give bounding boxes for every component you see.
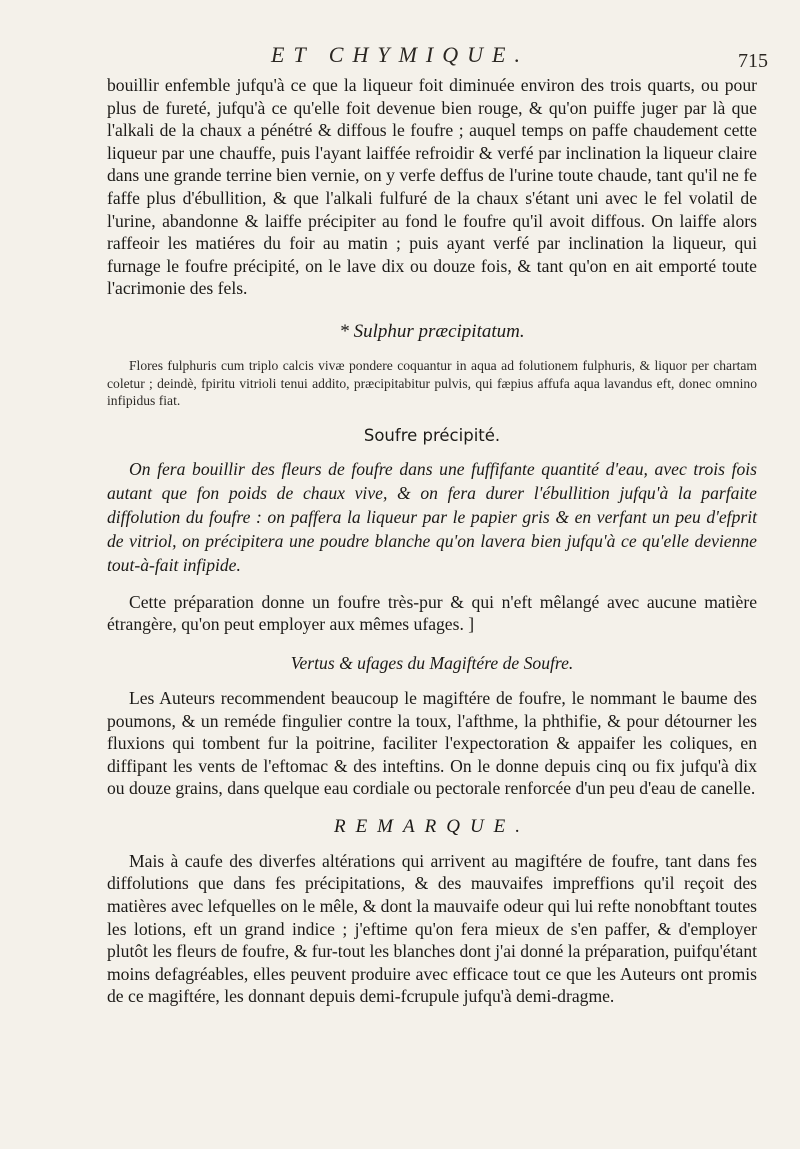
virtues-paragraph: Les Auteurs recommendent beaucoup le magiftére de foufre, le nommant le baume des poumons, & un reméde fingulier contre la toux, l'afthme, la phthifie, & pour détourner les fluxions qui tombent fur la poitrine, faciliter l'expectoration & appaifer les coliques, en diffipant les vents de l'eftomac & des inteftins. On le donne depuis cinq ou fix jufqu'à dix ou douze grains, dans quelque eau cordiale ou pectorale renforcée d'un peu d'eau de canelle. (107, 687, 757, 799)
latin-recipe-text: Flores fulphuris cum triplo calcis vivæ pondere coquantur in aqua ad folutionem fulphuris, & liquor per chartam coletur ; deindè, fpiritu vitrioli tenui addito, præcipitabitur pulvis, qui fæpius affufa aqua lavandus eft, donec omnino infipidus fiat. (107, 357, 757, 409)
remarque-paragraph: Mais à caufe des diverfes altérations qui arrivent au magiftére de foufre, tant dans fes diffolutions que dans fes précipitations, & des mauvaifes impreffions qu'il reçoit des matières avec lefquelles on le mêle, & dont la mauvaife odeur qui lui refte nonobftant toutes les lotions, eft un grand indice ; j'eftime qu'on fera mieux de s'en paffer, & d'employer plutôt les fleurs de foufre, & fur-tout les blanches dont j'ai donné la préparation, puifqu'étant moins defagréables, elles peuvent produire avec efficace tout ce que les Auteurs ont promis de ce magiftére, les donnant depuis demi-fcrupule jufqu'à demi-dragme. (107, 850, 757, 1007)
french-recipe-heading: Soufre précipité. (363, 425, 501, 445)
virtues-heading: Vertus & ufages du Magiftére de Soufre. (290, 652, 574, 673)
latin-recipe-heading: * Sulphur præcipitatum. (339, 320, 525, 342)
paragraph-continuation: bouillir enfemble jufqu'à ce que la liqueur foit diminuée environ des trois quarts, ou pour plus de fureté, jufqu'à ce qu'elle foit devenue bien rouge, & qu'on puiffe juger par là que l'alkali de la chaux a pénétré & diffous le foufre ; auquel temps on paffe chaudement cette liqueur par une chauffe, puis l'ayant laiffée refroidir & verfé par inclination la liqueur claire dans une grande terrine bien vernie, on y verfe deffus de l'urine toute chaude, tant qu'il ne fe faffe plus d'ébullition, & que l'alkali fulfuré de la chaux s'étant uni avec le fel volatil de l'urine, abandonne & laiffe précipiter au fond le foufre qu'il avoit diffous. On laiffe alors raffeoir les matiéres du foir au matin ; puis ayant verfé par inclination la liqueur, qui furnage le foufre précipité, on le lave dix ou douze fois, & tant qu'on en ait emporté toute l'acrimonie des fels. (107, 75, 757, 299)
preparation-note: Cette préparation donne un foufre très-pur & qui n'eft mêlangé avec aucune matière étrangère, qu'on peut employer aux mêmes ufages. ] (107, 591, 757, 635)
page-number: 715 (738, 50, 768, 72)
french-recipe-text: On fera bouillir des fleurs de foufre dans une fuffifante quantité d'eau, avec trois fois autant que fon poids de chaux vive, & on fera durer l'ébullition jufqu'à la parfaite diffolution du foufre : on paffera la liqueur par le papier gris & en verfant un peu d'efprit de vitriol, on précipitera une poudre blanche qu'on lavera bien jufqu'à ce qu'elle devienne tout-à-fait infipide. (107, 458, 757, 575)
page-body (107, 74, 757, 1008)
running-head: ET CHYMIQUE. (271, 42, 529, 67)
remarque-heading: REMARQUE. (333, 815, 531, 837)
